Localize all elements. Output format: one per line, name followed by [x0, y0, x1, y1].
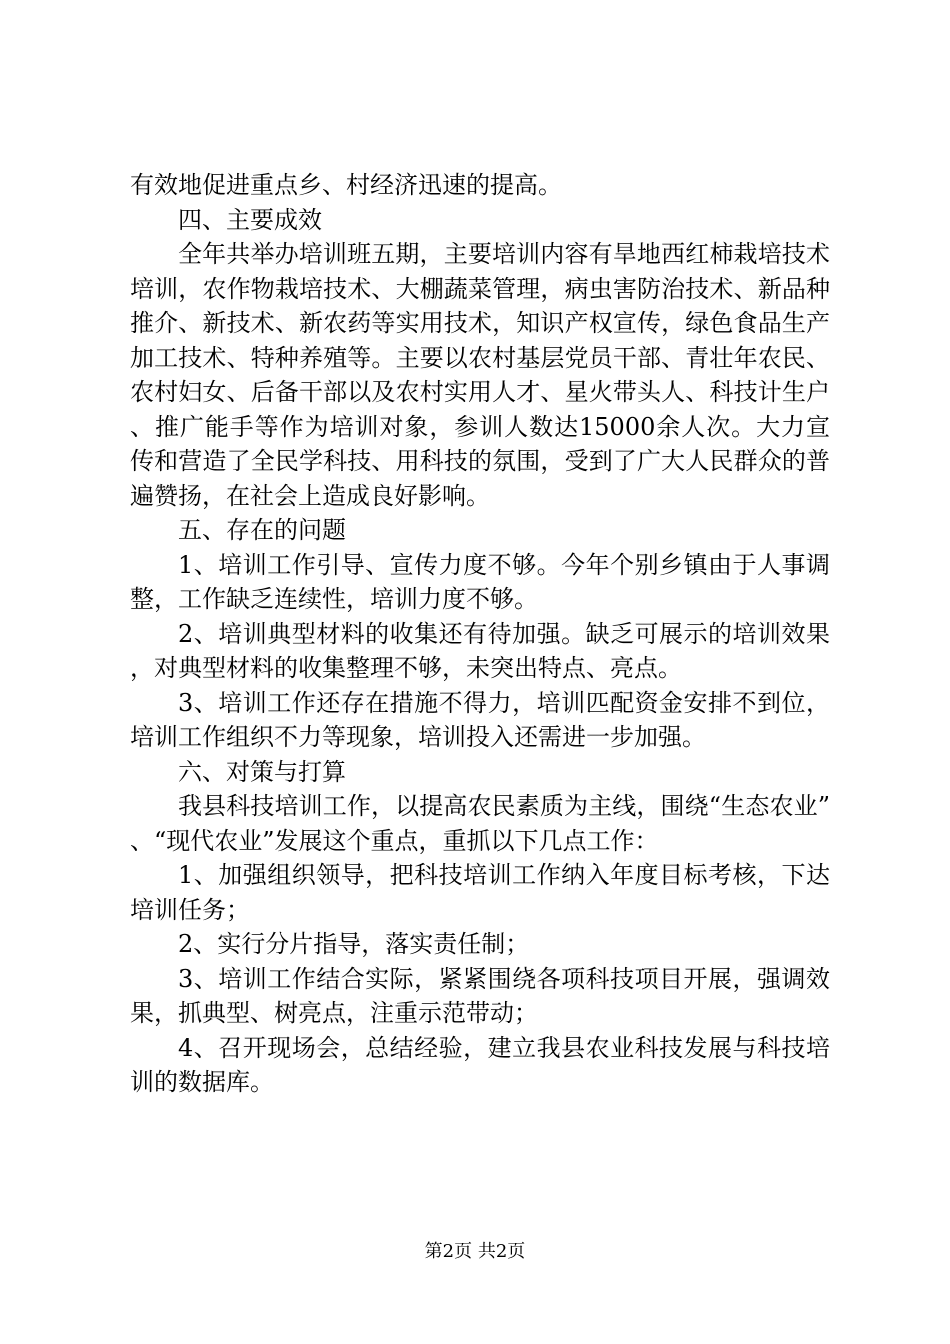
paragraph-continuation: 有效地促进重点乡、村经济迅速的提高。 [130, 171, 562, 199]
paragraph-problem-2: 2、培训典型材料的收集还有待加强。缺乏可展示的培训效果，对典型材料的收集整理不够，未突出特点、亮点。 [130, 619, 830, 682]
paragraph-plan-2: 2、实行分片指导，落实责任制； [178, 930, 530, 958]
paragraph-main-results: 全年共举办培训班五期，主要培训内容有旱地西红柿栽培技术培训，农作物栽培技术、大棚蔬菜管理，病虫害防治技术、新品种推介、新技术、新农药等实用技术，知识产权宣传，绿色食品生产加工技术、特种养殖等。主要以农村基层党员干部、青壮年农民、农村妇女、后备干部以及农村实用人才、星火带头人、科技计生户、推广能手等作为培训对象，参训人数达15000余人次。大力宣传和营造了全民学科技、用科技的氛围，受到了广大人民群众的普遍赞扬，在社会上造成良好影响。 [130, 240, 830, 510]
paragraph-plan-4: 4、召开现场会，总结经验，建立我县农业科技发展与科技培训的数据库。 [130, 1033, 830, 1096]
section-heading-main-results: 四、主要成效 [178, 205, 322, 234]
document-body [130, 168, 830, 1100]
section-heading-plans: 六、对策与打算 [178, 757, 346, 786]
paragraph-plans-intro: 我县科技培训工作，以提高农民素质为主线，围绕“生态农业”、“现代农业”发展这个重点，重抓以下几点工作： [130, 792, 830, 855]
section-heading-problems: 五、存在的问题 [178, 516, 346, 544]
paragraph-problem-1: 1、培训工作引导、宣传力度不够。今年个别乡镇由于人事调整，工作缺乏连续性，培训力度不够。 [130, 550, 830, 613]
paragraph-problem-3: 3、培训工作还存在措施不得力，培训匹配资金安排不到位，培训工作组织不力等现象，培训投入还需进一步加强。 [130, 688, 830, 751]
page-footer: 第2页 共2页 [424, 1241, 526, 1262]
paragraph-plan-3: 3、培训工作结合实际，紧紧围绕各项科技项目开展，强调效果，抓典型、树亮点，注重示范带动； [130, 964, 830, 1027]
paragraph-plan-1: 1、加强组织领导，把科技培训工作纳入年度目标考核，下达培训任务； [130, 861, 830, 924]
